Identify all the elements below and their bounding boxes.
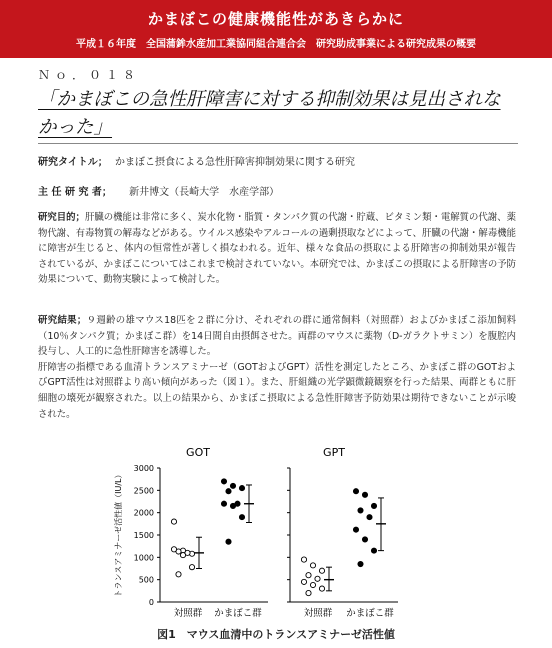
data-point-gpt-kamaboko xyxy=(362,492,367,497)
data-point-got-kamaboko xyxy=(221,501,226,506)
data-point-got-control xyxy=(171,519,176,524)
panel-title-gpt: GPT xyxy=(323,446,345,459)
data-point-gpt-kamaboko xyxy=(353,489,358,494)
data-point-gpt-kamaboko xyxy=(371,503,376,508)
data-point-gpt-control xyxy=(319,586,324,591)
results-text-2: 肝障害の指標である血清トランスアミナーゼ（GOTおよびGPT）活性を測定したところ、かまぼこ群のGOTおよびGPT活性は対照群より高い傾向があった（図１）。また、肝組織の光学顕微鏡観察を行った結果、両群ともに肝細胞の壊死が観察された。以上の結果から、かまぼこ摂取による急性肝障害予防効果は期待できないことが示唆された。 xyxy=(38,361,516,420)
data-point-gpt-kamaboko xyxy=(353,527,358,532)
data-point-got-kamaboko xyxy=(226,489,231,494)
researcher-label: 主 任 研 究 者； xyxy=(38,187,112,198)
y-tick-label: 2500 xyxy=(133,486,154,496)
headline-text: 「かまぼこの急性肝障害に対する抑制効果は見出されなかった」 xyxy=(38,89,501,138)
x-category-label: 対照群 xyxy=(173,608,203,619)
data-point-got-kamaboko xyxy=(239,486,244,491)
research-title-value: かまぼこ摂食による急性肝障害抑制効果に関する研究 xyxy=(115,157,355,168)
data-point-gpt-control xyxy=(301,579,306,584)
header-banner xyxy=(0,0,552,58)
data-point-gpt-control xyxy=(301,557,306,562)
figure-caption: 図1 マウス血清中のトランスアミナーゼ活性値 xyxy=(157,628,395,641)
data-point-gpt-kamaboko xyxy=(362,537,367,542)
headline xyxy=(38,86,518,144)
purpose-label: 研究目的； xyxy=(38,212,85,223)
data-point-got-kamaboko xyxy=(230,483,235,488)
data-point-gpt-control xyxy=(306,590,311,595)
data-point-got-kamaboko xyxy=(226,539,231,544)
data-point-got-control xyxy=(180,553,185,558)
data-point-gpt-kamaboko xyxy=(371,548,376,553)
data-point-gpt-control xyxy=(315,576,320,581)
transaminase-chart xyxy=(0,432,552,624)
data-point-gpt-control xyxy=(319,568,324,573)
data-point-gpt-control xyxy=(306,573,311,578)
researcher-value: 新井博文（長崎大学 水産学部） xyxy=(129,187,280,198)
results-text-1: ９週齢の雄マウス18匹を２群に分け、それぞれの群に通常飼料（対照群）およびかまぼこ添加飼料（10％タンパク質；かまぼこ群）を14日間自由摂餌させた。両群のマウスに薬物（D-ガラクトサミン）を腹腔内投与し、人工的に急性肝障害を誘導した。 xyxy=(38,315,516,358)
research-title-row xyxy=(38,153,355,168)
data-point-got-control xyxy=(176,572,181,577)
y-tick-label: 3000 xyxy=(133,464,154,473)
data-point-gpt-control xyxy=(310,563,315,568)
data-point-gpt-kamaboko xyxy=(358,508,363,513)
data-point-gpt-kamaboko xyxy=(367,515,372,520)
banner-subtitle: 平成１６年度 全国蒲鉾水産加工業協同組合連合会 研究助成事業による研究成果の概要 xyxy=(76,39,476,50)
y-tick-label: 1500 xyxy=(133,531,154,540)
x-category-label: かまぼこ群 xyxy=(346,608,394,619)
results-section xyxy=(38,313,516,422)
y-tick-label: 500 xyxy=(138,575,154,585)
data-point-got-kamaboko xyxy=(239,515,244,520)
x-category-label: かまぼこ群 xyxy=(214,608,262,619)
banner-title: かまぼこの健康機能性があきらかに xyxy=(147,10,404,28)
results-label: 研究結果； xyxy=(38,315,87,326)
purpose-text: 肝臓の機能は非常に多く、炭水化物・脂質・タンパク質の代謝・貯蔵、ビタミン類・電解質の代謝、薬物代謝、有毒物質の解毒などがある。ウイルス感染やアルコールの過剰摂取などによって、肝臓の代謝・解毒機能に障害が生じると、体内の恒常性が著しく損なわれる。近年、様々な食品の摂取による肝障害の抑制効果が報告されているが、かまぼこについてはこれまで検討されていない。本研究では、かまぼこの摂取による肝障害の予防効果について、動物実験によって検討した。 xyxy=(38,212,516,286)
y-tick-label: 0 xyxy=(148,598,154,607)
purpose-section xyxy=(38,210,516,288)
y-tick-label: 2000 xyxy=(133,508,154,518)
data-point-got-kamaboko xyxy=(221,479,226,484)
y-tick-label: 1000 xyxy=(133,553,154,563)
x-category-label: 対照群 xyxy=(303,608,333,619)
data-point-got-control xyxy=(171,547,176,552)
research-title-label: 研究タイトル； xyxy=(38,157,108,168)
panel-title-got: GOT xyxy=(186,446,210,459)
data-point-gpt-kamaboko xyxy=(358,561,363,566)
report-number: Ｎｏ．０１８ xyxy=(38,68,141,82)
researcher-row xyxy=(38,183,279,198)
y-axis-label: トランスアミナーゼ活性値（IU/L） xyxy=(114,470,123,598)
data-point-got-kamaboko xyxy=(230,503,235,508)
data-point-gpt-control xyxy=(310,582,315,587)
data-point-got-control xyxy=(189,565,194,570)
